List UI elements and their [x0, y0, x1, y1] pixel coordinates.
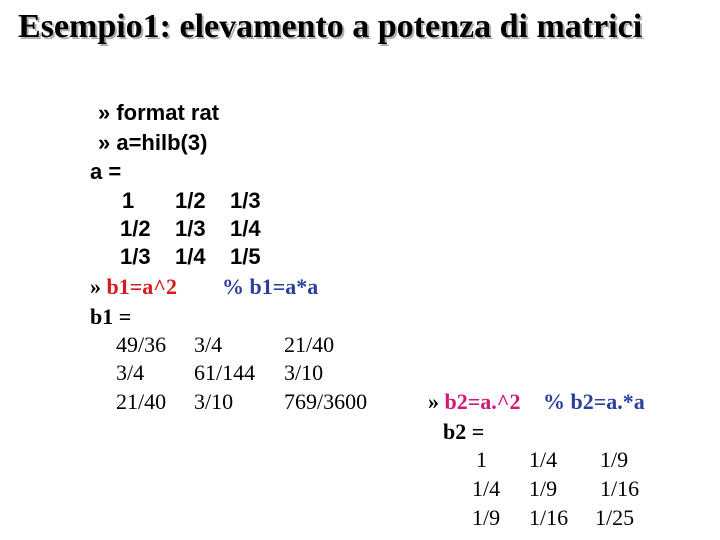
- matrix-b1-cell: 21/40: [284, 332, 335, 357]
- label-a: a =: [90, 159, 122, 184]
- label-b1: b1 =: [90, 304, 132, 329]
- matrix-b2-cell: 1/4: [472, 476, 501, 501]
- matrix-b1-cell: 3/4: [194, 332, 223, 357]
- matrix-a-cell: 1/3: [175, 216, 206, 241]
- matrix-b2-cell: 1/9: [529, 476, 558, 501]
- matrix-a-cell: 1/2: [120, 216, 151, 241]
- matrix-b1-cell: 61/144: [194, 360, 256, 385]
- comment-b2: % b2=a.*a: [543, 389, 645, 414]
- matrix-b1-cell: 3/10: [194, 389, 234, 414]
- command-b1-text: b1=a^2: [106, 274, 178, 299]
- command-hilb: » a=hilb(3): [98, 130, 208, 155]
- matrix-b2-cell: 1/25: [595, 505, 635, 530]
- matrix-a-cell: 1/3: [230, 188, 261, 213]
- matrix-b2-cell: 1/16: [600, 476, 640, 501]
- matrix-a-cell: 1/4: [175, 244, 206, 269]
- command-b2-text: b2=a.^2: [444, 389, 521, 414]
- matrix-a-cell: 1/2: [175, 188, 206, 213]
- matrix-a-cell: 1: [122, 188, 135, 213]
- matrix-b2-cell: 1/16: [529, 505, 569, 530]
- matrix-b2-cell: 1: [476, 447, 487, 472]
- matrix-b1-cell: 769/3600: [284, 389, 368, 414]
- matrix-b1-cell: 49/36: [116, 332, 167, 357]
- command-b2: [428, 389, 521, 415]
- matrix-b2-cell: 1/9: [600, 447, 629, 472]
- matrix-b2-cell: 1/4: [529, 447, 558, 472]
- comment-b1: % b1=a*a: [222, 274, 319, 299]
- label-b2: b2 =: [443, 419, 485, 444]
- command-b1: [90, 274, 177, 300]
- prompt-symbol: »: [90, 274, 107, 299]
- matrix-b1-cell: 3/10: [284, 360, 324, 385]
- matrix-a-cell: 1/3: [120, 244, 151, 269]
- slide-title: Esempio1: elevamento a potenza di matrici: [18, 8, 643, 45]
- matrix-b1-cell: 3/4: [116, 360, 145, 385]
- matrix-a-cell: 1/4: [230, 216, 261, 241]
- matrix-b1-cell: 21/40: [116, 389, 167, 414]
- matrix-b2-cell: 1/9: [472, 505, 501, 530]
- matrix-a-cell: 1/5: [230, 244, 261, 269]
- command-format-rat: » format rat: [98, 100, 220, 125]
- prompt-symbol: »: [428, 389, 445, 414]
